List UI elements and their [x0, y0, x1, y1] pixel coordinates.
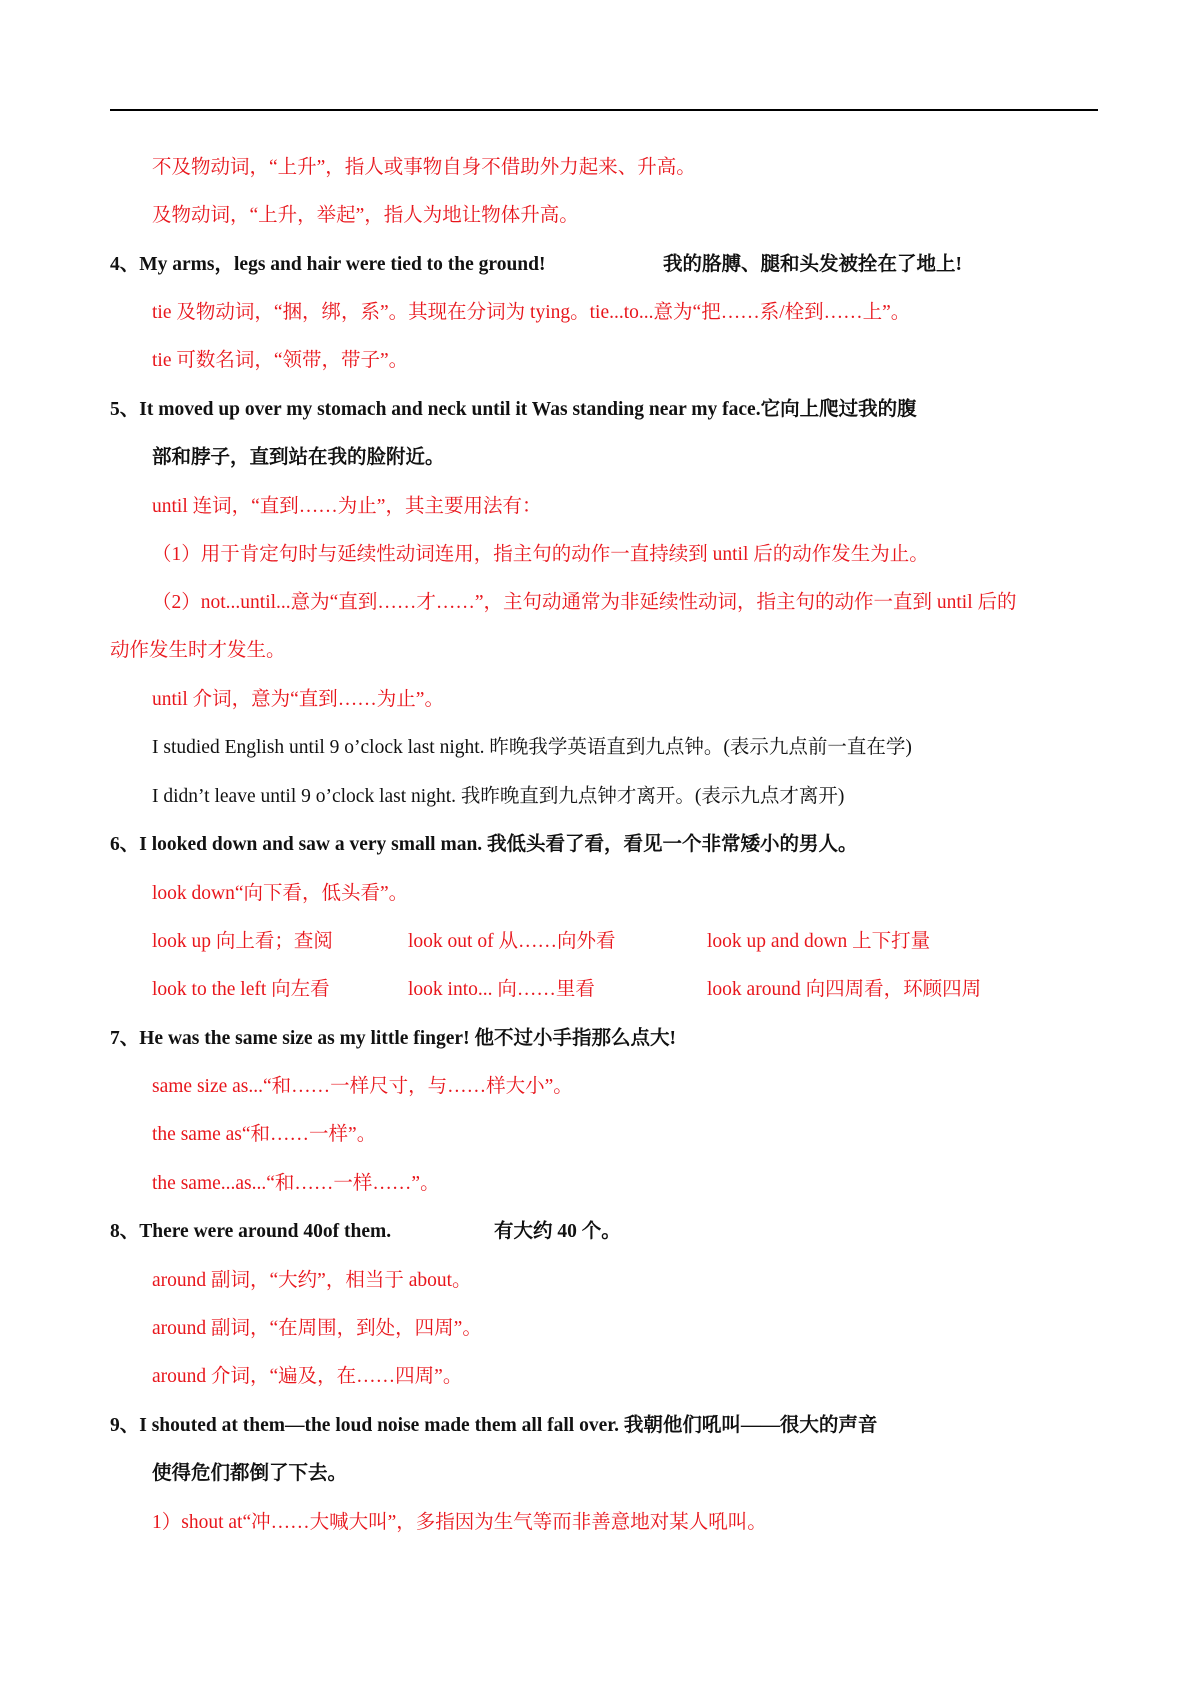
note-line: around 副词，“大约”，相当于 about。 [152, 1270, 472, 1291]
note-line: around 副词，“在周围，到处，四周”。 [152, 1318, 482, 1339]
sentence-6: 6、I looked down and saw a very small man. 我低头看了看，看见一个非常矮小的男人。 [110, 834, 858, 855]
sentence-5-cont: 部和脖子，直到站在我的脸附近。 [152, 447, 445, 468]
sentence-9-cont: 使得危们都倒了下去。 [152, 1463, 348, 1484]
note-line: （1）用于肯定句时与延续性动词连用，指主句的动作一直持续到 until 后的动作发生为止。 [152, 544, 929, 565]
phrase-item: look up and down 上下打量 [707, 931, 931, 952]
phrase-row [152, 977, 1092, 1003]
sentence-9: 9、I shouted at them—the loud noise made them all fall over. 我朝他们吼叫——很大的声音 [110, 1415, 878, 1436]
phrase-item: look into... 向……里看 [408, 979, 595, 1000]
note-line: the same...as...“和……一样……”。 [152, 1173, 440, 1194]
header-rule [110, 109, 1098, 111]
phrase-row [152, 929, 1092, 955]
example-line: I didn’t leave until 9 o’clock last night. 我昨晚直到九点钟才离开。(表示九点才离开) [152, 786, 845, 807]
note-line: until 连词，“直到……为止”，其主要用法有： [152, 496, 542, 517]
sentence-4 [110, 252, 1100, 278]
phrase-item: look out of 从……向外看 [408, 931, 616, 952]
sentence-8-english: 8、There were around 40of them. [110, 1221, 392, 1242]
note-line: same size as...“和……一样尺寸，与……样大小”。 [152, 1076, 573, 1097]
example-line: I studied English until 9 o’clock last night. 昨晚我学英语直到九点钟。(表示九点前一直在学) [152, 737, 912, 758]
sentence-4-english: 4、My arms，legs and hair were tied to the ground! [110, 254, 546, 275]
note-line: 1）shout at“冲……大喊大叫”，多指因为生气等而非善意地对某人吼叫。 [152, 1512, 767, 1533]
note-line: 不及物动词，“上升”，指人或事物自身不借助外力起来、升高。 [152, 157, 696, 178]
phrase-item: look around 向四周看，环顾四周 [707, 979, 982, 1000]
sentence-4-chinese: 我的胳膊、腿和头发被拴在了地上! [663, 254, 962, 275]
sentence-5: 5、It moved up over my stomach and neck until it Was standing near my face.它向上爬过我的腹 [110, 399, 917, 420]
phrase-item: look up 向上看；查阅 [152, 931, 333, 952]
sentence-8 [110, 1219, 810, 1245]
note-line: around 介词，“遍及，在……四周”。 [152, 1366, 463, 1387]
note-line: until 介词，意为“直到……为止”。 [152, 689, 444, 710]
note-line: 及物动词，“上升，举起”，指人为地让物体升高。 [152, 205, 579, 226]
phrase-item: look to the left 向左看 [152, 979, 330, 1000]
note-line: tie 可数名词，“领带，带子”。 [152, 350, 409, 371]
note-line: 动作发生时才发生。 [110, 640, 286, 661]
note-line: the same as“和……一样”。 [152, 1124, 377, 1145]
sentence-7: 7、He was the same size as my little finger! 他不过小手指那么点大! [110, 1028, 676, 1049]
sentence-8-chinese: 有大约 40 个。 [494, 1221, 621, 1242]
note-line: （2）not...until...意为“直到……才……”，主句动通常为非延续性动词，指主句的动作一直到 until 后的 [152, 592, 1017, 613]
note-line: tie 及物动词，“捆，绑，系”。其现在分词为 tying。tie...to...意为“把……系/栓到……上”。 [152, 302, 911, 323]
note-line: look down“向下看，低头看”。 [152, 883, 409, 904]
